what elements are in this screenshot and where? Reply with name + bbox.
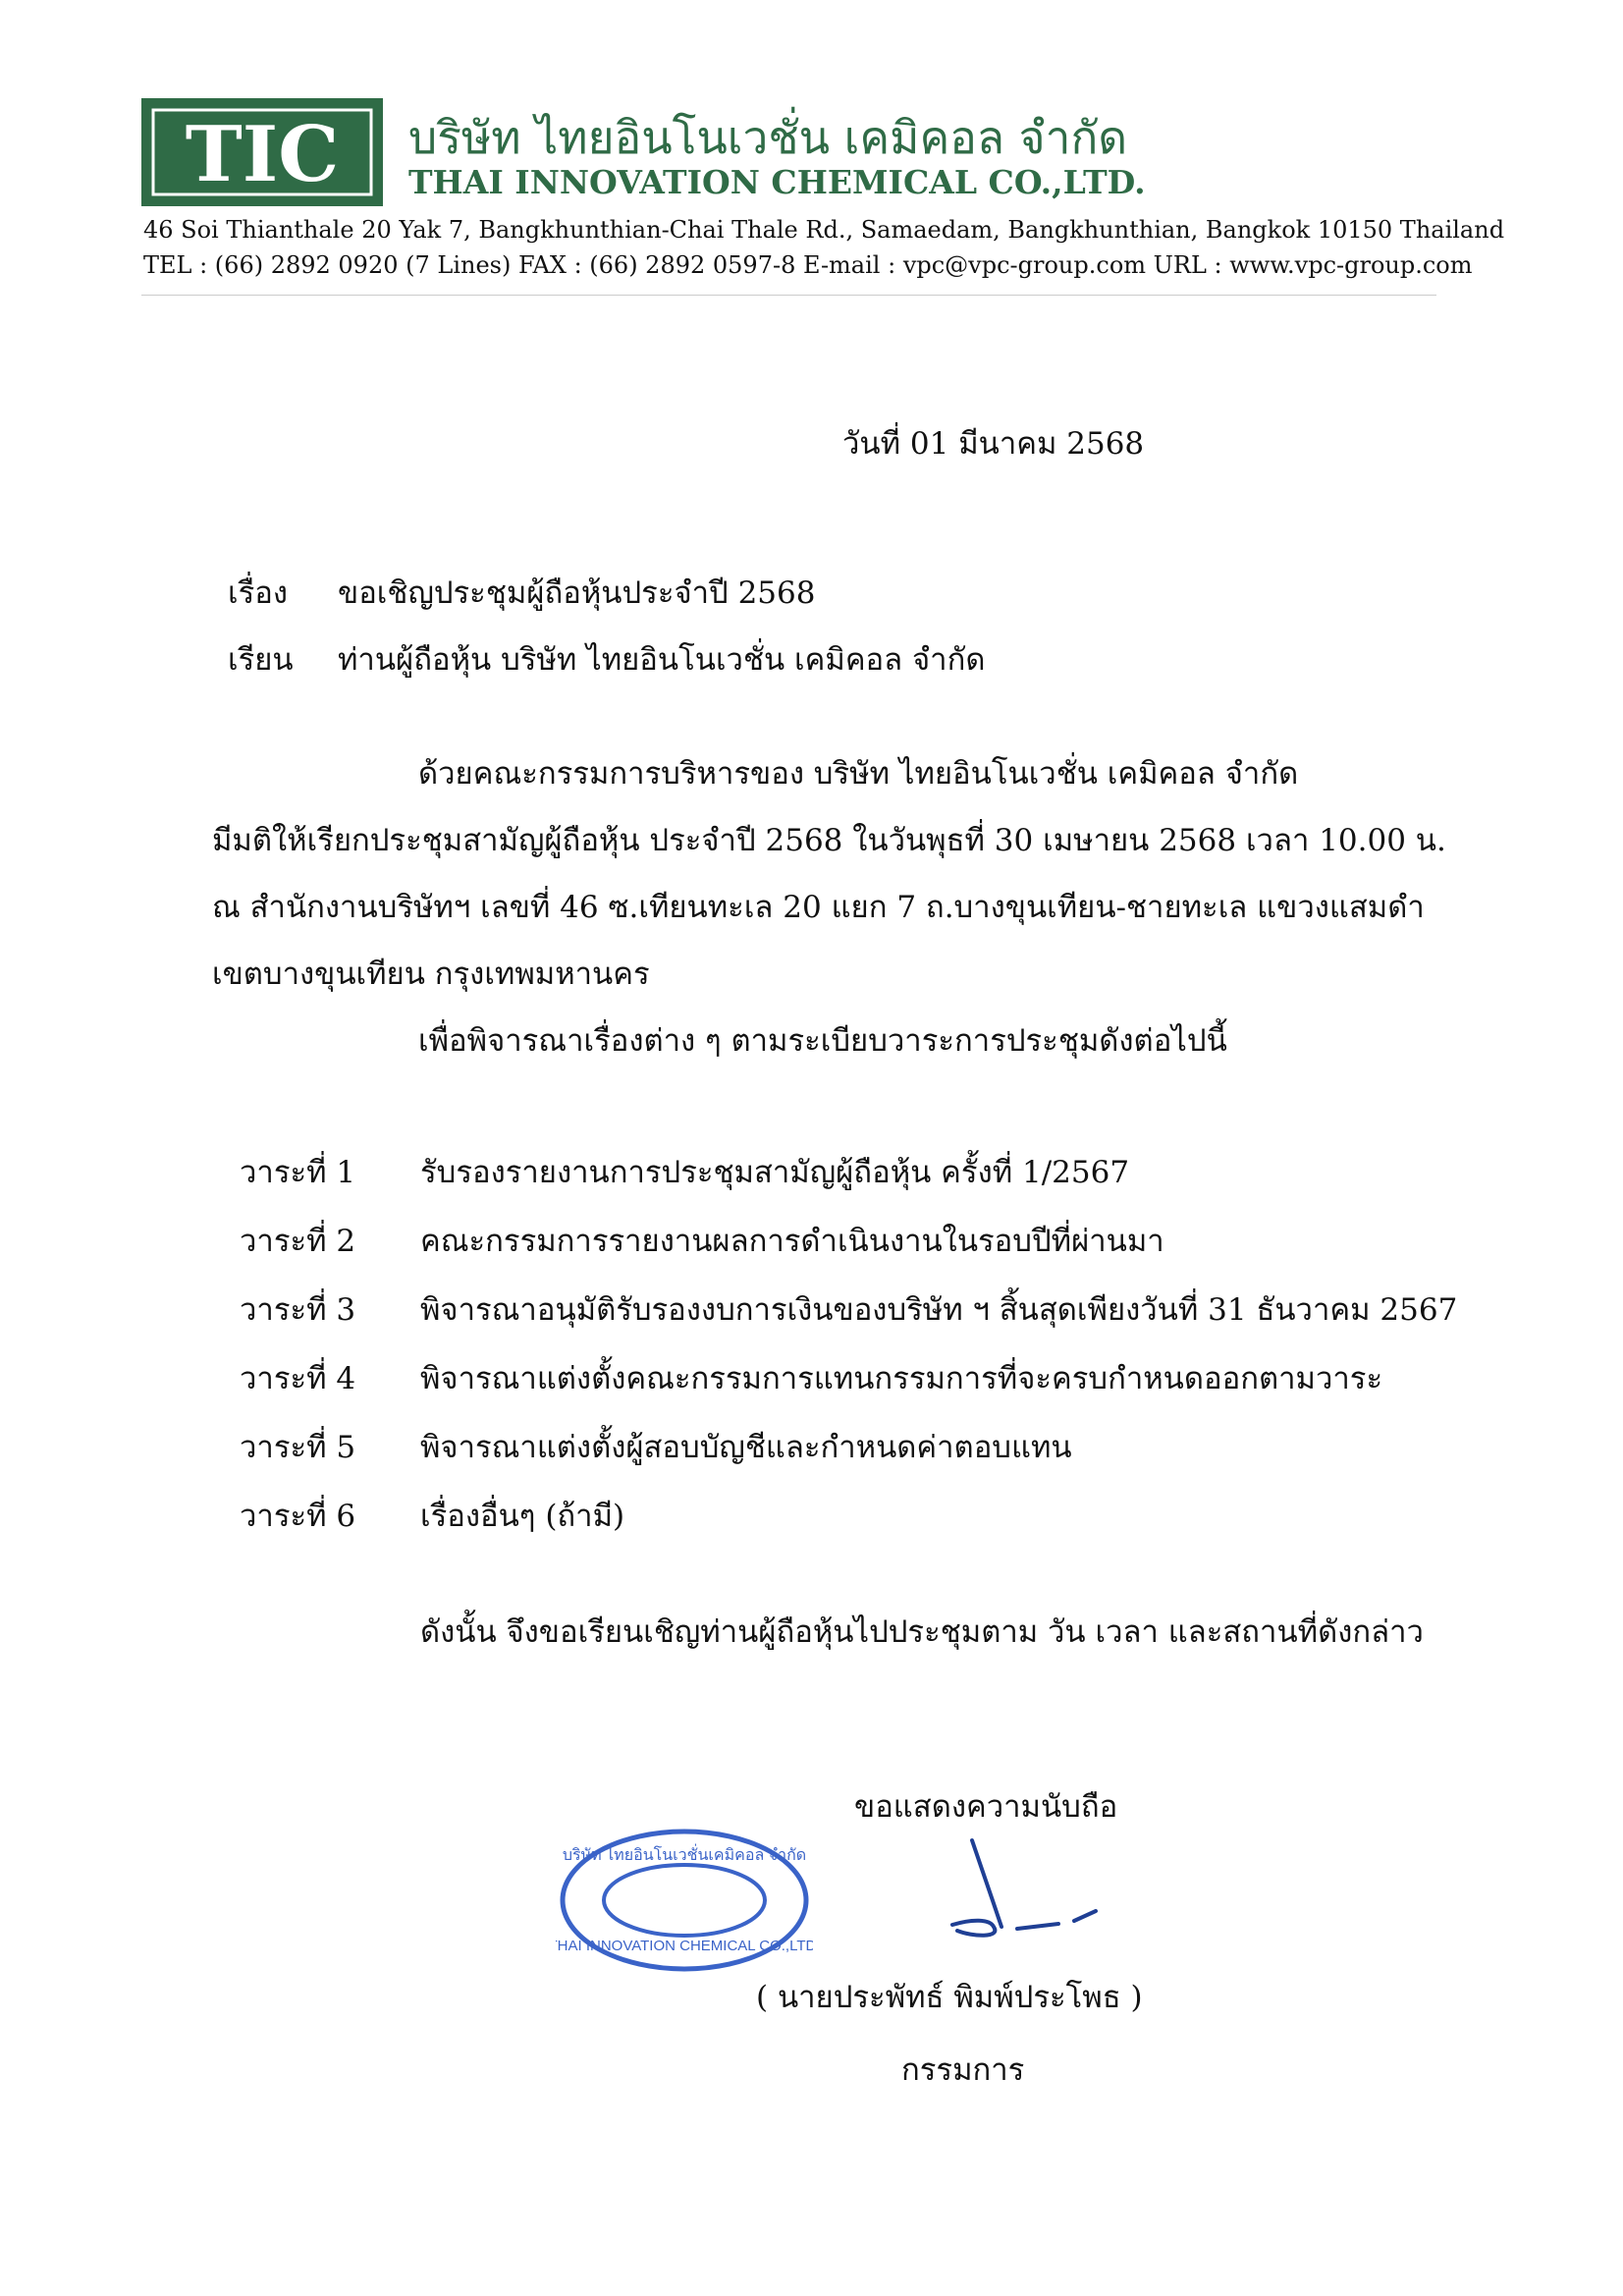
closing-paragraph: ดังนั้น จึงขอเรียนเชิญท่านผู้ถือหุ้นไปประชุมตาม วัน เวลา และสถานที่ดังกล่าว [420,1614,1424,1650]
letter-body [212,740,1446,1074]
company-address: 46 Soi Thianthale 20 Yak 7, Bangkhunthian-Chai Thale Rd., Samaedam, Bangkhunthian, Bangkok 10150 Thailand [143,216,1505,244]
svg-text:THAI INNOVATION CHEMICAL CO.,L: THAI INNOVATION CHEMICAL CO.,LTD. [556,1938,813,1954]
signature [933,1836,1109,1944]
company-name-thai: บริษัท ไทยอินโนเวชั่น เคมิคอล จำกัด [408,111,1128,164]
company-name-english: THAI INNOVATION CHEMICAL CO.,LTD. [408,163,1146,201]
agenda-text: คณะกรรมการรายงานผลการดำเนินงานในรอบปีที่ผ่านมา [420,1224,1164,1259]
subject-label: เรื่อง [228,575,289,611]
agenda-text: พิจารณาอนุมัติรับรองงบการเงินของบริษัท ฯ สิ้นสุดเพียงวันที่ 31 ธันวาคม 2567 [420,1292,1458,1328]
company-logo [141,98,383,206]
agenda-text: พิจารณาแต่งตั้งผู้สอบบัญชีและกำหนดค่าตอบแทน [420,1430,1072,1465]
agenda-number: วาระที่ 1 [240,1155,356,1190]
header-divider [141,295,1436,296]
signer-name: ( นายประพัทธ์ พิมพ์ประโพธ ) [756,1980,1143,2015]
letter-date: วันที่ 01 มีนาคม 2568 [842,426,1145,462]
body-line-2: มีมติให้เรียกประชุมสามัญผู้ถือหุ้น ประจำปี 2568 ในวันพุธที่ 30 เมษายน 2568 เวลา 10.00 น. [212,823,1446,858]
svg-text:บริษัท ไทยอินโนเวชั่นเคมิคอล จ: บริษัท ไทยอินโนเวชั่นเคมิคอล จำกัด [562,1847,807,1864]
agenda-number: วาระที่ 5 [240,1430,356,1465]
agenda-text: รับรองรายงานการประชุมสามัญผู้ถือหุ้น ครั้งที่ 1/2567 [420,1155,1130,1190]
agenda-intro: เพื่อพิจารณาเรื่องต่าง ๆ ตามระเบียบวาระการประชุมดังต่อไปนี้ [418,1023,1227,1059]
agenda-number: วาระที่ 6 [240,1499,356,1534]
recipient-label: เรียน [228,642,294,678]
agenda-number: วาระที่ 2 [240,1224,356,1259]
signer-title: กรรมการ [901,2052,1025,2088]
svg-text:TIC: TIC [185,110,340,199]
agenda-text: เรื่องอื่นๆ (ถ้ามี) [420,1499,625,1534]
subject-text: ขอเชิญประชุมผู้ถือหุ้นประจำปี 2568 [338,575,816,611]
body-line-3: ณ สำนักงานบริษัทฯ เลขที่ 46 ซ.เทียนทะเล 20 แยก 7 ถ.บางขุนเทียน-ชายทะเล แขวงแสมดำ [212,890,1425,925]
agenda-text: พิจารณาแต่งตั้งคณะกรรมการแทนกรรมการที่จะครบกำหนดออกตามวาระ [420,1361,1383,1396]
recipient-text: ท่านผู้ถือหุ้น บริษัท ไทยอินโนเวชั่น เคมิคอล จำกัด [338,642,986,678]
body-line-4: เขตบางขุนเทียน กรุงเทพมหานคร [212,957,650,992]
agenda-number: วาระที่ 4 [240,1361,356,1396]
company-contact: TEL : (66) 2892 0920 (7 Lines) FAX : (66) 2892 0597-8 E-mail : vpc@vpc-group.com URL : www.vpc-group.com [143,251,1473,279]
company-stamp [556,1825,813,1976]
body-line-1: ด้วยคณะกรรมการบริหารของ บริษัท ไทยอินโนเวชั่น เคมิคอล จำกัด [418,756,1299,792]
regards-text: ขอแสดงความนับถือ [854,1789,1118,1825]
agenda-number: วาระที่ 3 [240,1292,356,1328]
